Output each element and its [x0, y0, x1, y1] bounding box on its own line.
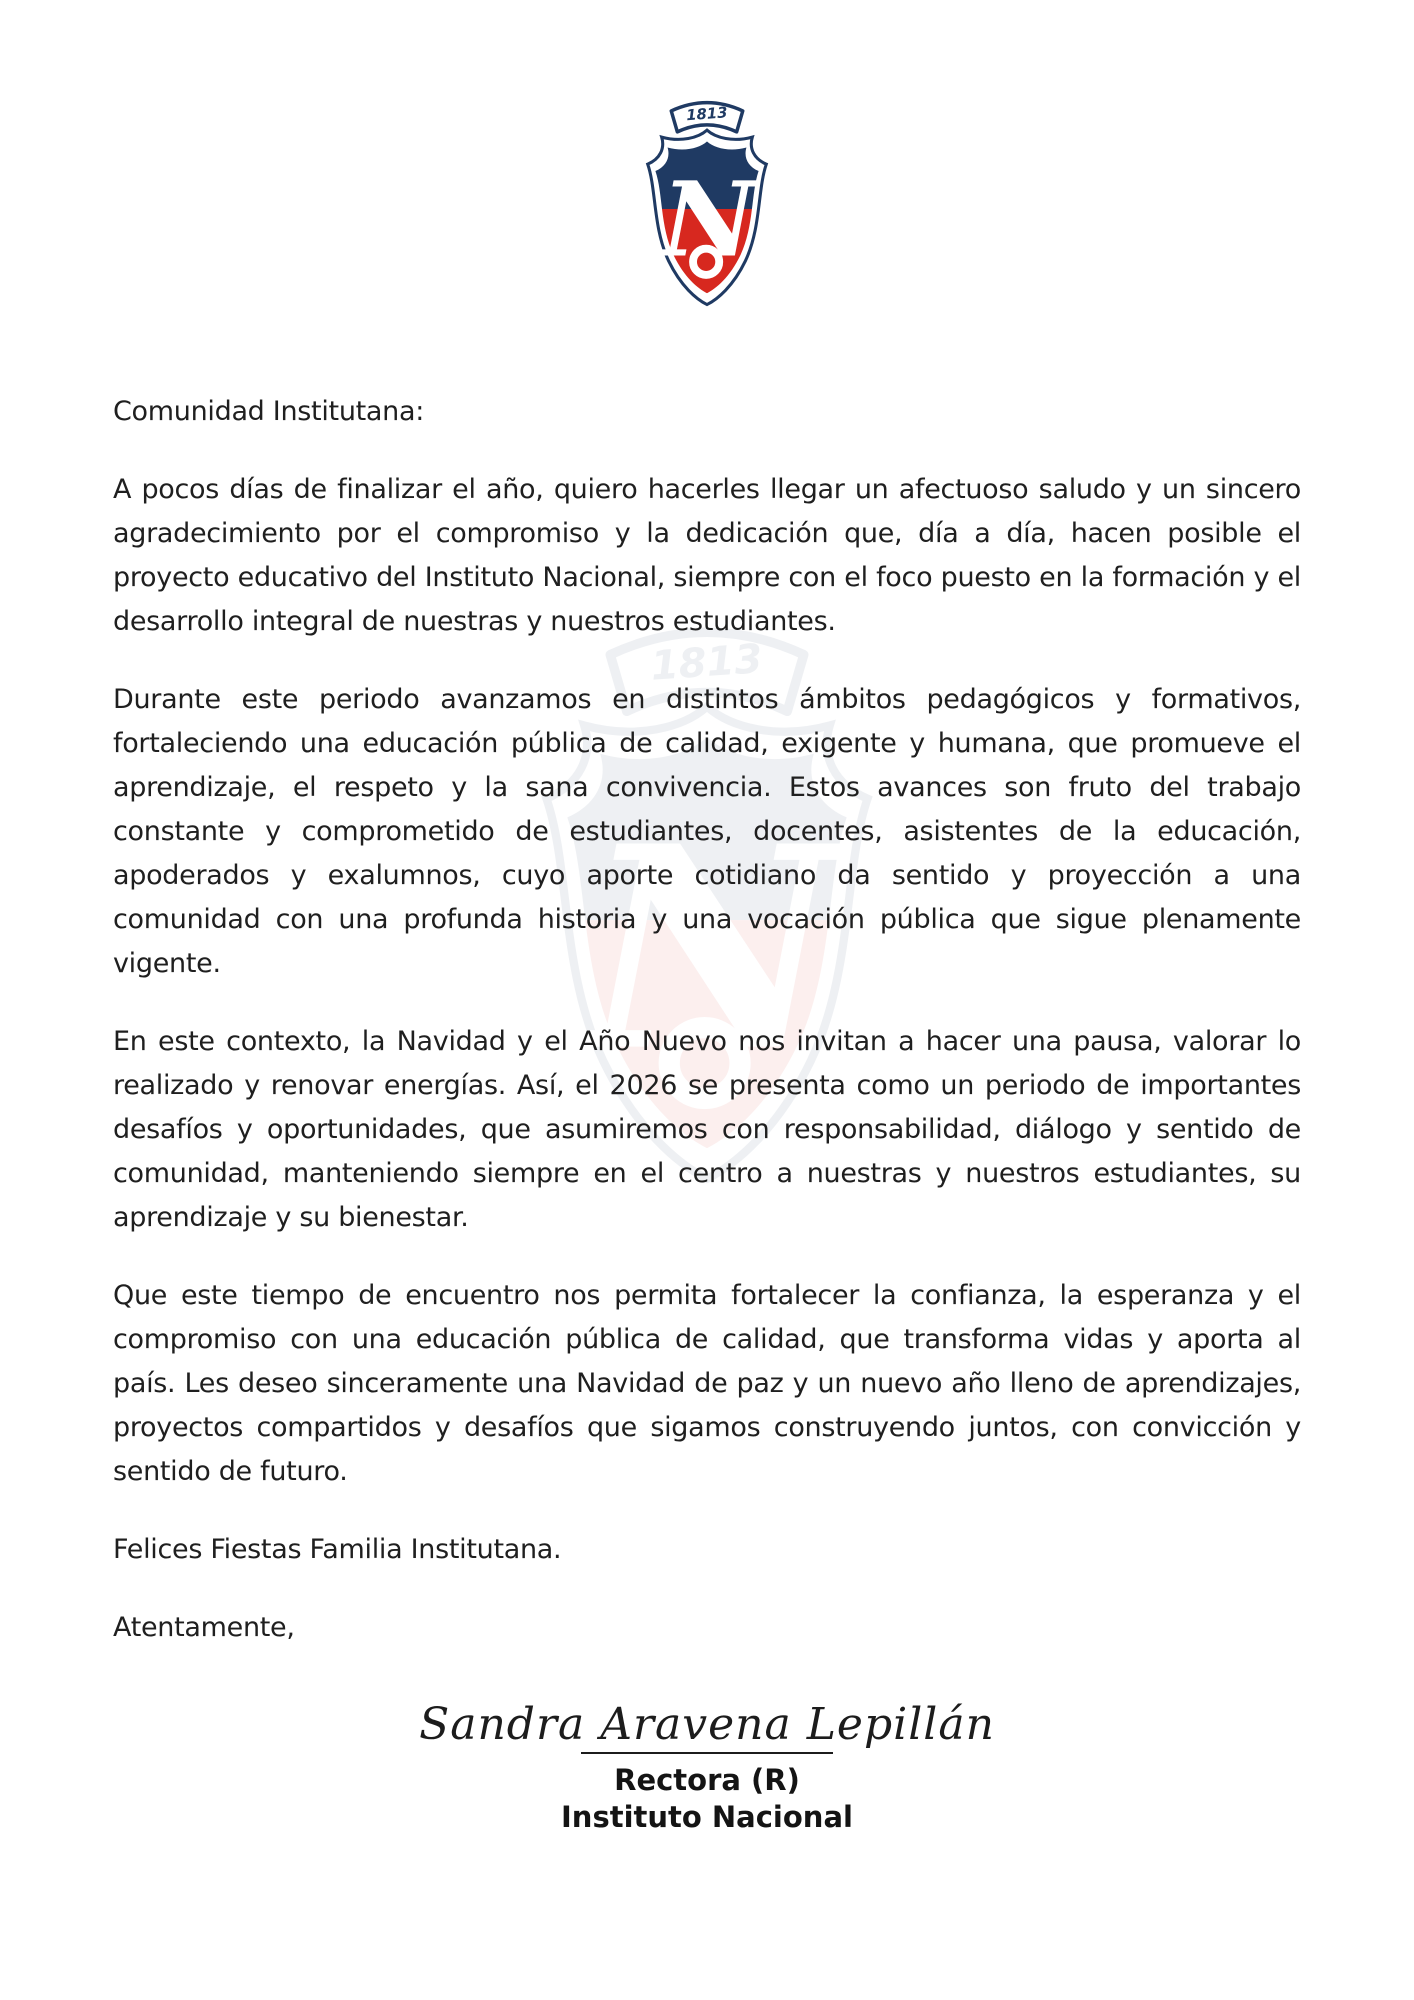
paragraph-2: Durante este periodo avanzamos en distintos ámbitos pedagógicos y formativos, fortaleciendo una educación pública de calidad, exigente y humana, que promueve el aprendizaje, el respeto y la sana convivencia. Estos avances son fruto del trabajo constante y comprometido de estudiantes, docentes, asistentes de la educación, apoderados y exalumnos, cuyo aporte cotidiano da sentido y proyección a una comunidad con una profunda historia y una vocación pública que sigue plenamente vigente. [113, 684, 1301, 979]
paragraph-3: En este contexto, la Navidad y el Año Nuevo nos invitan a hacer una pausa, valorar lo realizado y renovar energías. Así, el 2026 se presenta como un periodo de importantes desafíos y oportunidades, que asumiremos con responsabilidad, diálogo y sentido de comunidad, manteniendo siempre en el centro a nuestras y nuestros estudiantes, su aprendizaje y su bienestar. [113, 1026, 1301, 1233]
paragraph-4: Que este tiempo de encuentro nos permita fortalecer la confianza, la esperanza y el compromiso con una educación pública de calidad, que transforma vidas y aporta al país. Les deseo sinceramente una Navidad de paz y un nuevo año lleno de aprendizajes, proyectos compartidos y desafíos que sigamos construyendo juntos, con convicción y sentido de futuro. [113, 1280, 1301, 1487]
signature-title: Rectora (R) [614, 1763, 800, 1797]
paragraph-1: A pocos días de finalizar el año, quiero hacerles llegar un afectuoso saludo y un sincero agradecimiento por el compromiso y la dedicación que, día a día, hacen posible el proyecto educativo del Instituto Nacional, siempre con el foco puesto en la formación y el desarrollo integral de nuestras y nuestros estudiantes. [113, 474, 1301, 637]
salutation: Comunidad Institutana: [113, 396, 425, 427]
signature-block [0, 1700, 1414, 1836]
signature-organization: Instituto Nacional [561, 1800, 853, 1834]
signature-rule [581, 1752, 833, 1754]
signature-handwritten-name: Sandra Aravena Lepillán [419, 1699, 995, 1750]
valediction: Atentamente, [113, 1612, 295, 1643]
closing-wish: Felices Fiestas Familia Institutana. [113, 1534, 562, 1565]
letter-body [113, 390, 1301, 1650]
school-crest-logo [618, 90, 796, 322]
